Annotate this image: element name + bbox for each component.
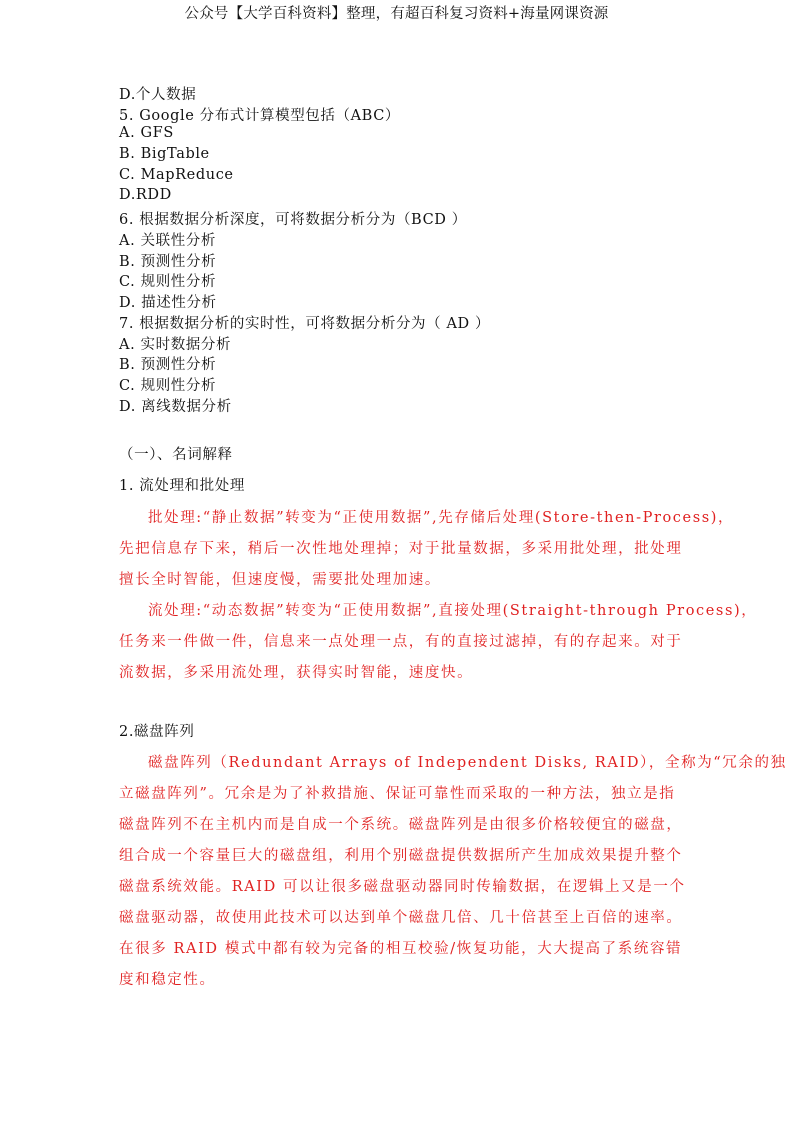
q7-option-a: A. 实时数据分析 xyxy=(119,337,232,353)
q5-option-a: A. GFS xyxy=(119,125,174,141)
q7-option-b: B. 预测性分析 xyxy=(119,357,217,373)
batch-line: 批处理:“静止数据”转变为“正使用数据”,先存储后处理(Store-then-Process)， xyxy=(148,510,735,526)
stream-line: 流处理:“动态数据”转变为“正使用数据”,直接处理(Straight-through Process)， xyxy=(148,603,758,619)
q6-stem: 6. 根据数据分析深度，可将数据分析分为（BCD ） xyxy=(119,212,467,228)
term2-title: 2.磁盘阵列 xyxy=(119,724,195,740)
term1-title: 1. 流处理和批处理 xyxy=(119,478,245,494)
q5-option-c: C. MapReduce xyxy=(119,167,234,183)
stream-line: 任务来一件做一件，信息来一点处理一点，有的直接过滤掉，有的存起来。对于 xyxy=(119,634,683,650)
q7-option-d: D. 离线数据分析 xyxy=(119,399,232,415)
q6-option-a: A. 关联性分析 xyxy=(119,233,216,249)
q4-option-d: D.个人数据 xyxy=(119,87,197,103)
q6-option-b: B. 预测性分析 xyxy=(119,254,217,270)
q5-stem: 5. Google 分布式计算模型包括（ABC） xyxy=(119,108,400,124)
raid-line: 磁盘阵列（Redundant Arrays of Independent Disks, RAID），全称为“冗余的独 xyxy=(148,755,787,771)
q7-stem: 7. 根据数据分析的实时性，可将数据分析分为（ AD ） xyxy=(119,316,491,332)
raid-line: 度和稳定性。 xyxy=(119,972,216,988)
batch-line: 擅长全时智能，但速度慢，需要批处理加速。 xyxy=(119,572,441,588)
q5-option-d: D.RDD xyxy=(119,187,172,203)
q6-option-d: D. 描述性分析 xyxy=(119,295,217,311)
q5-option-b: B. BigTable xyxy=(119,146,210,162)
raid-line: 在很多 RAID 模式中都有较为完备的相互校验/恢复功能，大大提高了系统容错 xyxy=(119,941,683,957)
section-title: （一）、名词解释 xyxy=(119,447,233,463)
q6-option-c: C. 规则性分析 xyxy=(119,274,217,290)
q7-option-c: C. 规则性分析 xyxy=(119,378,217,394)
raid-line: 立磁盘阵列”。冗余是为了补救措施、保证可靠性而采取的一种方法，独立是指 xyxy=(119,786,676,802)
raid-line: 磁盘系统效能。RAID 可以让很多磁盘驱动器同时传输数据，在逻辑上又是一个 xyxy=(119,879,686,895)
raid-line: 磁盘阵列不在主机内而是自成一个系统。磁盘阵列是由很多价格较便宜的磁盘， xyxy=(119,817,683,833)
stream-line: 流数据，多采用流处理，获得实时智能，速度快。 xyxy=(119,665,474,681)
batch-line: 先把信息存下来，稍后一次性地处理掉；对于批量数据，多采用批处理，批处理 xyxy=(119,541,683,557)
raid-line: 组合成一个容量巨大的磁盘组，利用个别磁盘提供数据所产生加成效果提升整个 xyxy=(119,848,683,864)
raid-line: 磁盘驱动器，故使用此技术可以达到单个磁盘几倍、几十倍甚至上百倍的速率。 xyxy=(119,910,683,926)
page-header: 公众号【大学百科资料】整理，有超百科复习资料+海量网课资源 xyxy=(184,6,609,22)
